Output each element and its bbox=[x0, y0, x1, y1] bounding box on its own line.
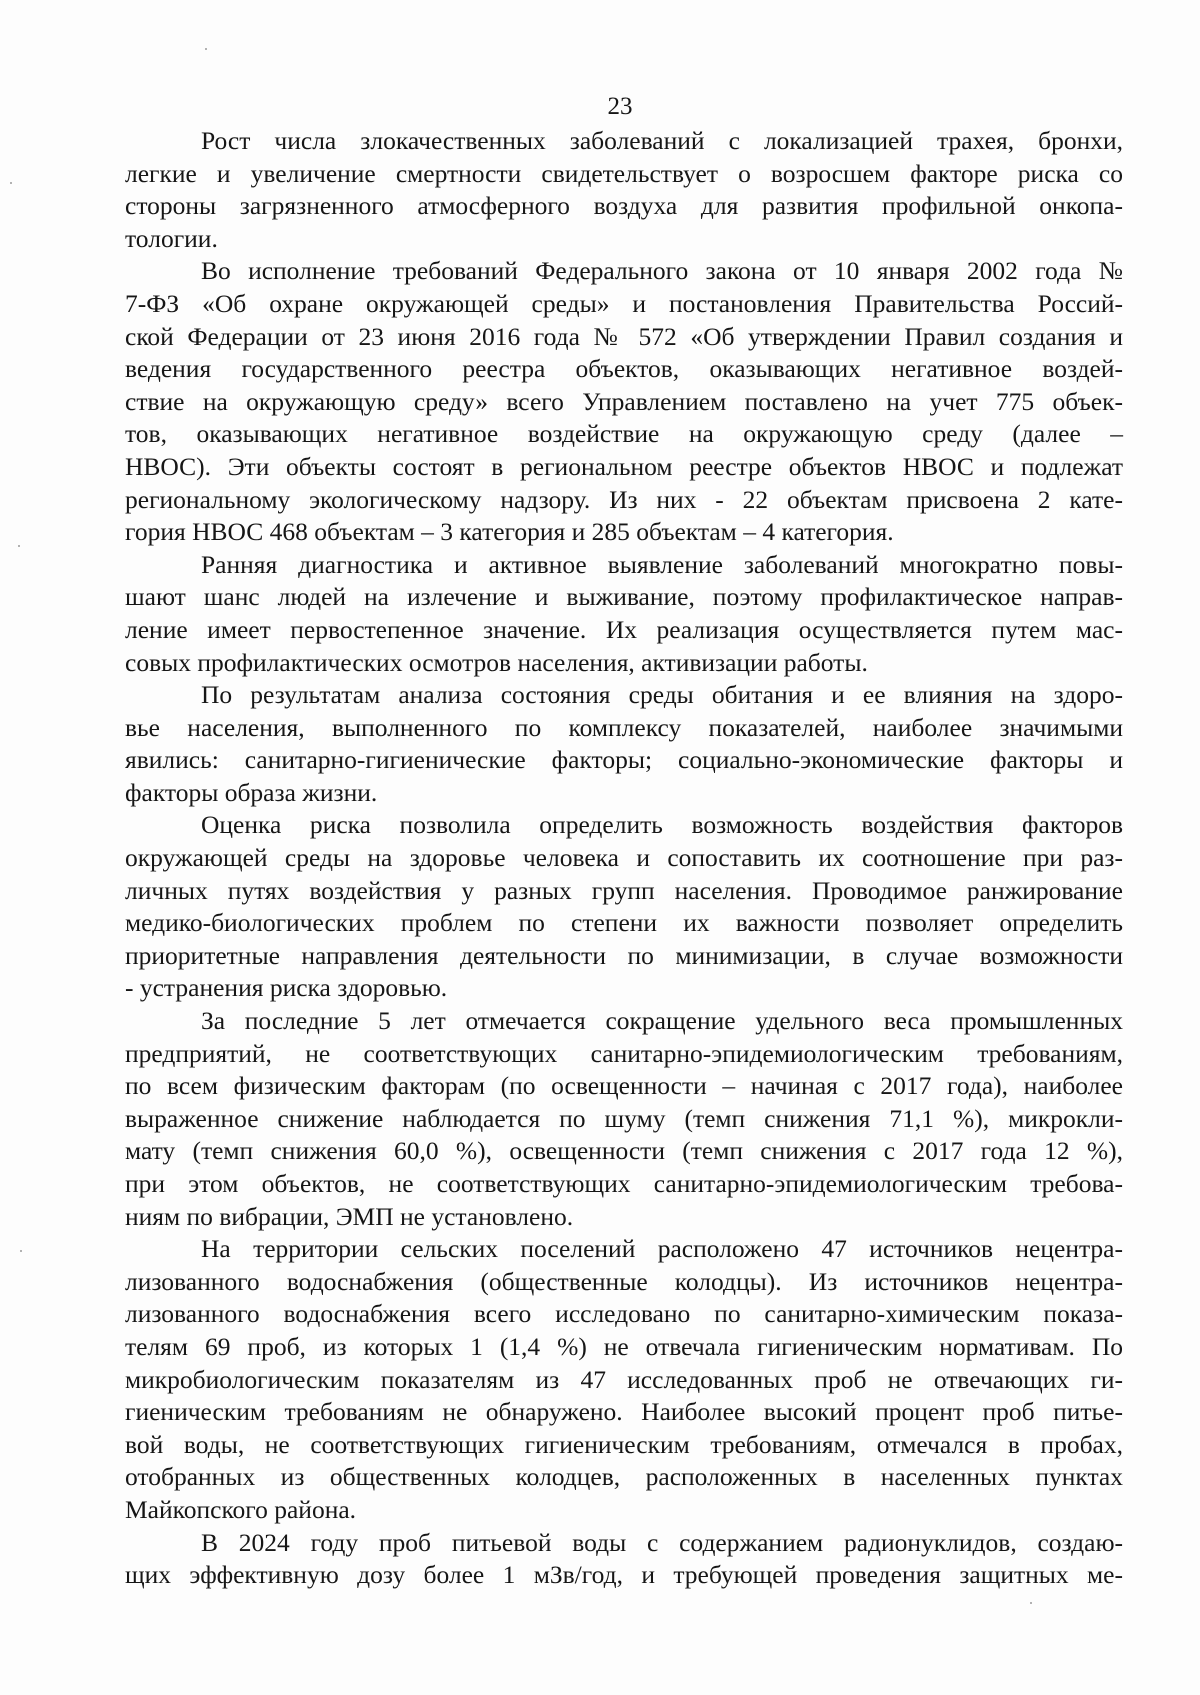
text-line: щих эффективную дозу более 1 мЗв/год, и требующей проведения защитных ме- bbox=[125, 1560, 1123, 1590]
text-line: выраженное снижение наблюдается по шуму (темп снижения 71,1 %), микрокли- bbox=[125, 1103, 1123, 1133]
text-line: факторы образа жизни. bbox=[125, 777, 378, 807]
text-line: За последние 5 лет отмечается сокращение удельного веса промышленных bbox=[201, 1006, 1123, 1036]
text-line: Майкопского района. bbox=[125, 1494, 357, 1524]
text-line: тов, оказывающих негативное воздействие на окружающую среду (далее – bbox=[125, 419, 1123, 449]
text-line: отобранных из общественных колодцев, расположенных в населенных пунктах bbox=[125, 1462, 1123, 1492]
text-line: По результатам анализа состояния среды обитания и ее влияния на здоро- bbox=[201, 680, 1123, 710]
scan-speck bbox=[1030, 1602, 1032, 1604]
text-line: лизованного водоснабжения всего исследовано по санитарно-химическим показа- bbox=[125, 1299, 1123, 1329]
paragraph-water-supply bbox=[125, 1233, 1123, 1526]
paragraph-physical-factors bbox=[125, 1005, 1123, 1233]
text-line: мату (темп снижения 60,0 %), освещенности (темп снижения с 2017 года 12 %), bbox=[125, 1136, 1123, 1166]
paragraph-early-diagnosis bbox=[125, 549, 1123, 679]
text-line: На территории сельских поселений расположено 47 источников нецентра- bbox=[201, 1234, 1123, 1264]
scan-speck bbox=[205, 48, 207, 50]
text-line: окружающей среды на здоровье человека и сопоставить их соотношение при раз- bbox=[125, 843, 1123, 873]
text-line: региональному экологическому надзору. Из них - 22 объектам присвоена 2 кате- bbox=[125, 484, 1123, 514]
text-line: ниям по вибрации, ЭМП не установлено. bbox=[125, 1201, 574, 1231]
text-line: ствие на окружающую среду» всего Управлением поставлено на учет 775 объек- bbox=[125, 386, 1123, 416]
scan-speck bbox=[10, 182, 12, 184]
text-line: микробиологическим показателям из 47 исследованных проб не отвечающих ги- bbox=[125, 1364, 1123, 1394]
text-line: В 2024 году проб питьевой воды с содержанием радионуклидов, создаю- bbox=[201, 1527, 1123, 1557]
text-line: предприятий, не соответствующих санитарно-эпидемиологическим требованиям, bbox=[125, 1038, 1123, 1068]
paragraph-federal-law bbox=[125, 255, 1123, 548]
text-line: шают шанс людей на излечение и выживание, поэтому профилактическое направ- bbox=[125, 582, 1123, 612]
text-line: стороны загрязненного атмосферного воздуха для развития профильной онкопа- bbox=[125, 191, 1123, 221]
text-line: Ранняя диагностика и активное выявление заболеваний многократно повы- bbox=[201, 549, 1123, 579]
text-line: вой воды, не соответствующих гигиеническим требованиям, отмечался в пробах, bbox=[125, 1429, 1123, 1459]
paragraph-cancer-growth bbox=[125, 125, 1123, 255]
text-line: явились: санитарно-гигиенические факторы; социально-экономические факторы и bbox=[125, 745, 1123, 775]
text-line: при этом объектов, не соответствующих санитарно-эпидемиологическим требова- bbox=[125, 1169, 1123, 1198]
text-line: 7-ФЗ «Об охране окружающей среды» и постановления Правительства Россий- bbox=[125, 288, 1123, 318]
paragraph-risk-assessment bbox=[125, 809, 1123, 1005]
scan-speck bbox=[20, 1250, 22, 1252]
text-line: Во исполнение требований Федерального закона от 10 января 2002 года № bbox=[201, 256, 1123, 286]
paragraph-radionuclides bbox=[125, 1527, 1123, 1592]
text-line: - устранения риска здоровью. bbox=[125, 973, 448, 1003]
text-line: приоритетные направления деятельности по минимизации, в случае возможности bbox=[125, 940, 1123, 970]
text-line: медико-биологических проблем по степени их важности позволяет определить bbox=[125, 908, 1123, 938]
scan-speck bbox=[18, 545, 20, 547]
text-line: ведения государственного реестра объектов, оказывающих негативное воздей- bbox=[125, 354, 1123, 384]
text-line: Рост числа злокачественных заболеваний с локализацией трахея, бронхи, bbox=[201, 126, 1123, 155]
text-line: ление имеет первостепенное значение. Их реализация осуществляется путем мас- bbox=[125, 614, 1123, 644]
text-line: легкие и увеличение смертности свидетельствует о возросшем факторе риска со bbox=[125, 158, 1123, 188]
paragraph-analysis-results bbox=[125, 679, 1123, 809]
text-line: по всем физическим факторам (по освещенности – начиная с 2017 года), наиболее bbox=[125, 1071, 1123, 1101]
text-line: гория НВОС 468 объектам – 3 категория и 285 объектам – 4 категория. bbox=[125, 517, 894, 547]
text-line: тологии. bbox=[125, 223, 218, 253]
text-line: вье населения, выполненного по комплексу показателей, наиболее значимыми bbox=[125, 712, 1123, 742]
text-line: совых профилактических осмотров населения, активизации работы. bbox=[125, 647, 868, 677]
text-line: ской Федерации от 23 июня 2016 года № 572 «Об утверждении Правил создания и bbox=[125, 321, 1123, 351]
text-line: Оценка риска позволила определить возможность воздействия факторов bbox=[201, 810, 1123, 840]
text-line: гиеническим требованиям не обнаружено. Наиболее высокий процент проб питье- bbox=[125, 1397, 1123, 1427]
text-line: лизованного водоснабжения (общественные колодцы). Из источников нецентра- bbox=[125, 1266, 1123, 1296]
page-number: 23 bbox=[607, 93, 633, 120]
text-line: НВОС). Эти объекты состоят в региональном реестре объектов НВОС и подлежат bbox=[125, 451, 1123, 481]
body-text bbox=[125, 125, 1123, 1592]
text-line: телям 69 проб, из которых 1 (1,4 %) не отвечала гигиеническим нормативам. По bbox=[125, 1331, 1123, 1361]
text-line: личных путях воздействия у разных групп населения. Проводимое ранжирование bbox=[125, 875, 1123, 905]
